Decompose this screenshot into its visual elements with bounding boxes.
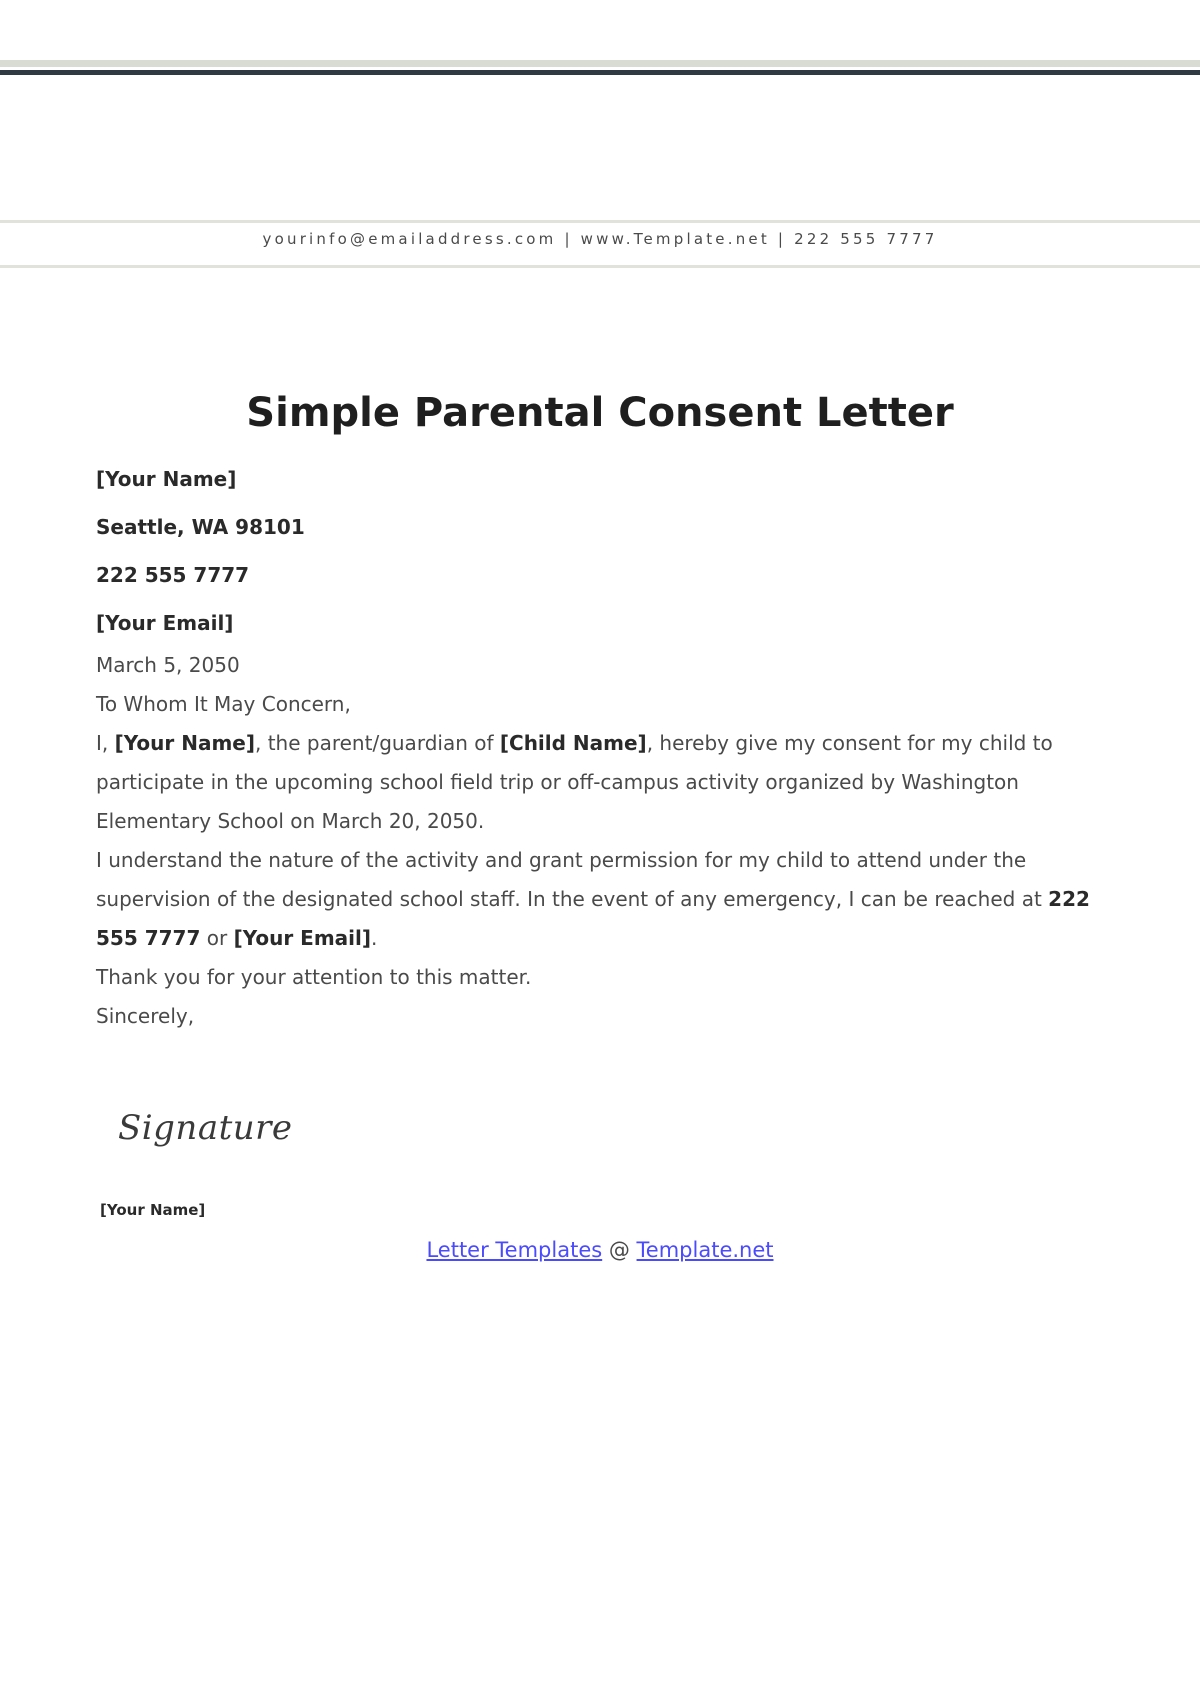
sender-name: [Your Name] [96, 467, 237, 491]
permission-paragraph [96, 841, 1096, 958]
p1-text-2: , the parent/guardian of [255, 731, 500, 755]
template-net-link[interactable]: Template.net [636, 1238, 774, 1262]
p2-text-3: . [371, 926, 378, 950]
p1-parent-name: [Your Name] [114, 731, 255, 755]
footer-links [0, 1238, 1200, 1262]
signature: Signature [118, 1108, 293, 1148]
letter-body [96, 462, 1096, 1036]
p1-text-3: , hereby give my consent for my child to participate in the upcoming school field trip or off-campus activity organized by Washington Elementary School on March 20, 2050. [96, 731, 1053, 833]
sender-phone: 222 555 7777 [96, 563, 250, 587]
header-rule-light [0, 60, 1200, 67]
p2-email: [Your Email] [233, 926, 372, 950]
letter-salutation: To Whom It May Concern, [96, 692, 351, 716]
closing-line: Sincerely, [96, 1004, 195, 1028]
page-title: Simple Parental Consent Letter [246, 390, 954, 436]
p2-text-1: I understand the nature of the activity and grant permission for my child to attend under the supervision of the designated school staff. In the event of any emergency, I can be reached at [96, 848, 1049, 911]
p1-text-1: I, [96, 731, 115, 755]
letter-date: March 5, 2050 [96, 653, 240, 677]
sender-city: Seattle, WA 98101 [96, 515, 305, 539]
p2-phone: 222 555 7777 [96, 887, 1090, 950]
p2-text-2: or [200, 926, 234, 950]
p1-child-name: [Child Name] [499, 731, 647, 755]
signature-name: [Your Name] [100, 1201, 206, 1219]
thanks-line: Thank you for your attention to this matter. [96, 965, 532, 989]
header-contact-line: yourinfo@emailaddress.com | www.Template.net | 222 555 7777 [262, 230, 938, 248]
footer-separator: @ [602, 1238, 637, 1262]
consent-paragraph [96, 724, 1096, 841]
header-rule-dark [0, 70, 1200, 75]
letter-templates-link[interactable]: Letter Templates [426, 1238, 603, 1262]
sender-email: [Your Email] [96, 611, 234, 635]
